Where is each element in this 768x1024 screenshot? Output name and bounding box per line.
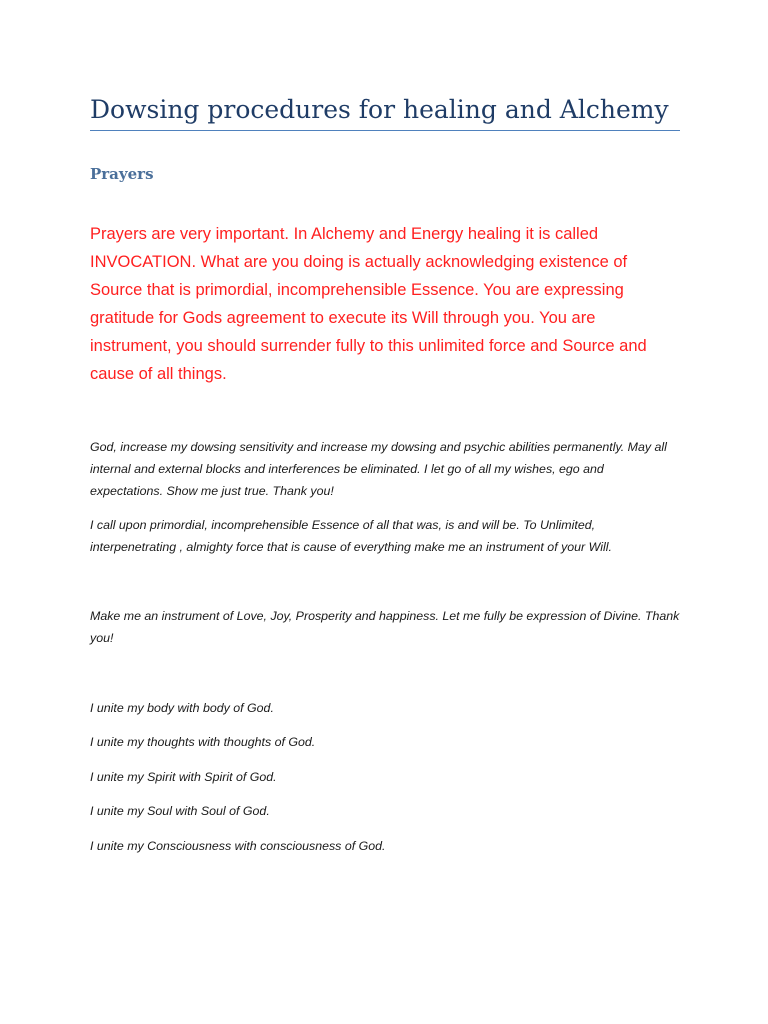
- prayer-paragraph: Make me an instrument of Love, Joy, Prosperity and happiness. Let me fully be expression of Divine. Thank you!: [90, 609, 680, 645]
- intro-paragraph: Prayers are very important. In Alchemy and Energy healing it is called INVOCATION. What are you doing is actually acknowledging existence of Source that is primordial, incomprehensible Essence. You are expressing gratitude for Gods agreement to execute its Will through you. You are instrument, you should surrender fully to this unlimited force and Source and cause of all things.: [90, 225, 647, 383]
- document-title: Dowsing procedures for healing and Alchemy: [90, 95, 669, 124]
- union-line: I unite my body with body of God.: [90, 701, 274, 715]
- union-line: I unite my Spirit with Spirit of God.: [90, 770, 277, 784]
- prayer-paragraph: I call upon primordial, incomprehensible Essence of all that was, is and will be. To Unlimited, interpenetrating , almighty force that is cause of everything make me an instrument of your Will.: [90, 518, 612, 554]
- section-heading: Prayers: [90, 165, 154, 183]
- title-underline: [90, 130, 680, 131]
- union-line: I unite my thoughts with thoughts of God.: [90, 735, 316, 749]
- union-line: I unite my Soul with Soul of God.: [90, 804, 270, 818]
- prayer-paragraph: God, increase my dowsing sensitivity and increase my dowsing and psychic abilities permanently. May all internal and external blocks and interferences be eliminated. I let go of all my wishes, ego and expectations. Show me just true. Thank you!: [90, 440, 667, 498]
- union-line: I unite my Consciousness with consciousness of God.: [90, 839, 386, 853]
